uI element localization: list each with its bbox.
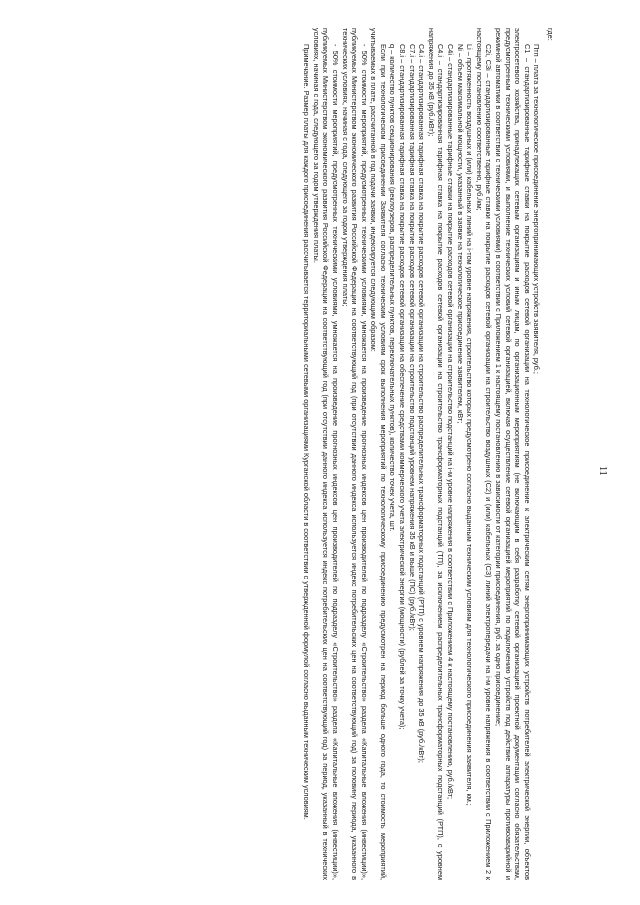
definition-c8: C8.i – стандартизированная тарифная ставка на покрытие расходов сетевой организации на обеспечение средствами коммерческого учета электрической энергии (мощности) (рублей за точку учета); — [398, 44, 408, 730]
definition-ptp: Птп – плата за технологическое присоединение энергопринимающих устройств заявителя, руб.; — [532, 44, 542, 374]
rotated-sheet — [35, 14, 608, 894]
note-paragraph: Примечание. Размер платы для каждого присоединения рассчитывается территориальными сетевыми организациями Курганской области в соответствии с утвержденной формулой согласно выданным техническим условиям. — [302, 44, 312, 820]
definition-li: Li – протяженность воздушных и (или) кабельных линий на i-том уровне напряжения, строительство которых предусмотрено согласно выданным техническим условиям для технологического присоединения заявителя, км.; — [465, 44, 475, 806]
definition-q: q – количество пунктов секционирования (реклоузеров, распределительных пунктов, переключательных пунктов), количество точек учета, шт. — [388, 44, 398, 532]
definition-c7: C7.i – стандартизированная тарифная ставка на покрытие расходов сетевой организации на строительство подстанций уровнем напряжения 35 кВ и выше (ПС) (руб./кВт); — [407, 44, 417, 631]
definition-c4-tp: C4.i – стандартизированная тарифная ставка на покрытие расходов сетевой организации на строительство трансформаторных подстанций (ТП), за исключением распределительных трансформаторных подстанций (РТП), с уровнем напряжения до 35 кВ (руб./кВт); — [426, 28, 446, 880]
definition-c4-rtp: C4.i – стандартизированная тарифная ставка на покрытие расходов сетевой организации на строительство распределительных трансформаторных подстанций (РТП) с уровнем напряжения до 35 кВ (руб./кВт); — [417, 44, 427, 763]
intro-text: где: — [546, 28, 555, 41]
definition-c1: C1 – стандартизированные тарифные ставки на покрытие расходов сетевой организации на технологическое присоединение к электрическим сетям энергопринимающих устройств потребителей электрической энергии, объектов электросетевого хозяйства, принадлежащих сетевым организациям и иным лицам, по организационным мероприятиям (не включающим в себя разработку сетевой организацией проектной документации согласно обязательствам, предусмотренным техническими условиями, и выполнение технических условий сетевой организацией, включая осуществление сетевой организацией мероприятий по подключению устройств под действие аппаратуры противоаварийной и режимной автоматики в соответствии с техническими условиями) в соответствии с Приложением 1 к настоящему постановлению в зависимости от категории присоединения, руб. за одно присоединение; — [494, 28, 532, 880]
indexation-paragraph: Если при технологическом присоединении Заявителя согласно техническим условиям срок выполнения мероприятий по технологическому присоединению предусмотрен на период больше одного года, то стоимость мероприятий, учитываемых в плате, рассчитанной в год подачи заявки, индексируется следующим образом: — [369, 28, 388, 880]
indexation-item-1: - 50% стоимости мероприятий, предусмотренных техническими условиями, умножается на произведение прогнозных индексов цен производителей по подразделу «Строительство» раздела «Капитальные вложения (инвестиции)», публикуемых Министерством экономического развития Российской Федерации на соответствующий год (при отсутствии данного индекса используется индекс потребительских цен на соответствующий год) за половину периода, указанного в технических условиях, начиная с года, следующего за годом утверждения платы; — [340, 28, 369, 880]
indexation-item-2: - 50% стоимости мероприятий, предусмотренных техническими условиями, умножается на произведение прогнозных индексов цен производителей по подразделу «Строительство» раздела «Капитальные вложения (инвестиции)», публикуемых Министерством экономического развития Российской Федерации на соответствующий год (при отсутствии данного индекса используется индекс потребительских цен на соответствующий год) за период, указанный в технических условиях, начиная с года, следующего за годом утверждения платы. — [311, 28, 340, 880]
definition-c2-c3: C2i, C3i – стандартизированные тарифные ставки на покрытие расходов сетевой организации на строительство воздушных (С2) и (или) кабельных (С3) линий электропередачи на i-м уровне напряжения в соответствии с Приложением 2 к настоящему постановлению соответственно, руб./км; — [474, 28, 494, 880]
document-body — [302, 28, 555, 880]
definition-c4i: C4i – стандартизированные тарифные ставки на покрытие расходов сетевой организации на строительство подстанций на i-м уровне напряжения в соответствии с Приложением 4 к настоящему постановлению, руб./кВт; — [446, 44, 456, 800]
page-number: 11 — [597, 466, 608, 476]
definition-ni: Ni – объем максимальной мощности, указанный в заявке на технологическое присоединение заявителем, кВт; — [455, 44, 465, 424]
